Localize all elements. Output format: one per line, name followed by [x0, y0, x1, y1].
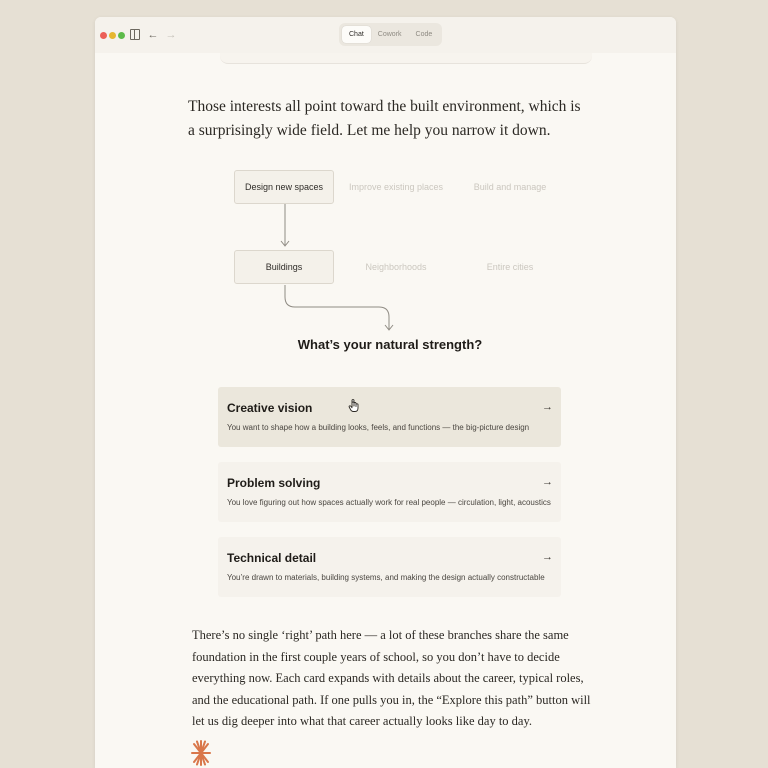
option-title: Technical detail	[227, 551, 317, 565]
option-card-creative-vision[interactable]	[218, 387, 561, 447]
back-arrow-icon[interactable]: ←	[147, 29, 159, 41]
node-entire-cities[interactable]: Entire cities	[486, 262, 534, 272]
option-title: Creative vision	[227, 401, 313, 415]
hand-pointer-cursor-icon	[348, 399, 360, 416]
outro-paragraph: There’s no single ‘right’ path here — a lot of these branches share the same foundation in the first couple years of school, so you don’t have to decide everything now. Each card expands with details about the career, typical roles, and the educational path. If one pulls you in, the “Explore this path” button will let us dig deeper into what that career actually looks like day to day.	[192, 628, 591, 728]
node-neighborhoods[interactable]: Neighborhoods	[365, 262, 427, 272]
tab-code[interactable]: Code	[415, 31, 433, 38]
tab-cowork[interactable]: Cowork	[377, 31, 402, 38]
app-window	[95, 17, 676, 768]
node-design-new-spaces[interactable]: Design new spaces	[234, 170, 334, 204]
option-card-technical-detail[interactable]	[218, 537, 561, 597]
option-description: You want to shape how a building looks, feels, and functions — the big-picture design	[227, 423, 530, 432]
intro-paragraph: Those interests all point toward the built environment, which is a surprisingly wide field. Let me help you narrow it down.	[188, 98, 581, 139]
tab-chat[interactable]: Chat	[342, 26, 371, 43]
forward-arrow-icon[interactable]: →	[165, 29, 177, 41]
option-description: You love figuring out how spaces actually work for real people — circulation, light, acoustics	[227, 498, 551, 507]
arrow-right-icon: →	[542, 476, 553, 488]
node-build-and-manage[interactable]: Build and manage	[473, 182, 547, 192]
option-card-problem-solving[interactable]	[218, 462, 561, 522]
node-buildings[interactable]: Buildings	[234, 250, 334, 284]
arrow-right-icon: →	[542, 401, 553, 413]
question-heading: What’s your natural strength?	[297, 337, 483, 352]
option-description: You’re drawn to materials, building systems, and making the design actually constructable	[227, 573, 545, 582]
claude-spark-logo-icon	[191, 738, 211, 768]
node-improve-existing-places[interactable]: Improve existing places	[348, 182, 444, 192]
arrow-right-icon: →	[542, 551, 553, 563]
option-title: Problem solving	[227, 476, 321, 490]
